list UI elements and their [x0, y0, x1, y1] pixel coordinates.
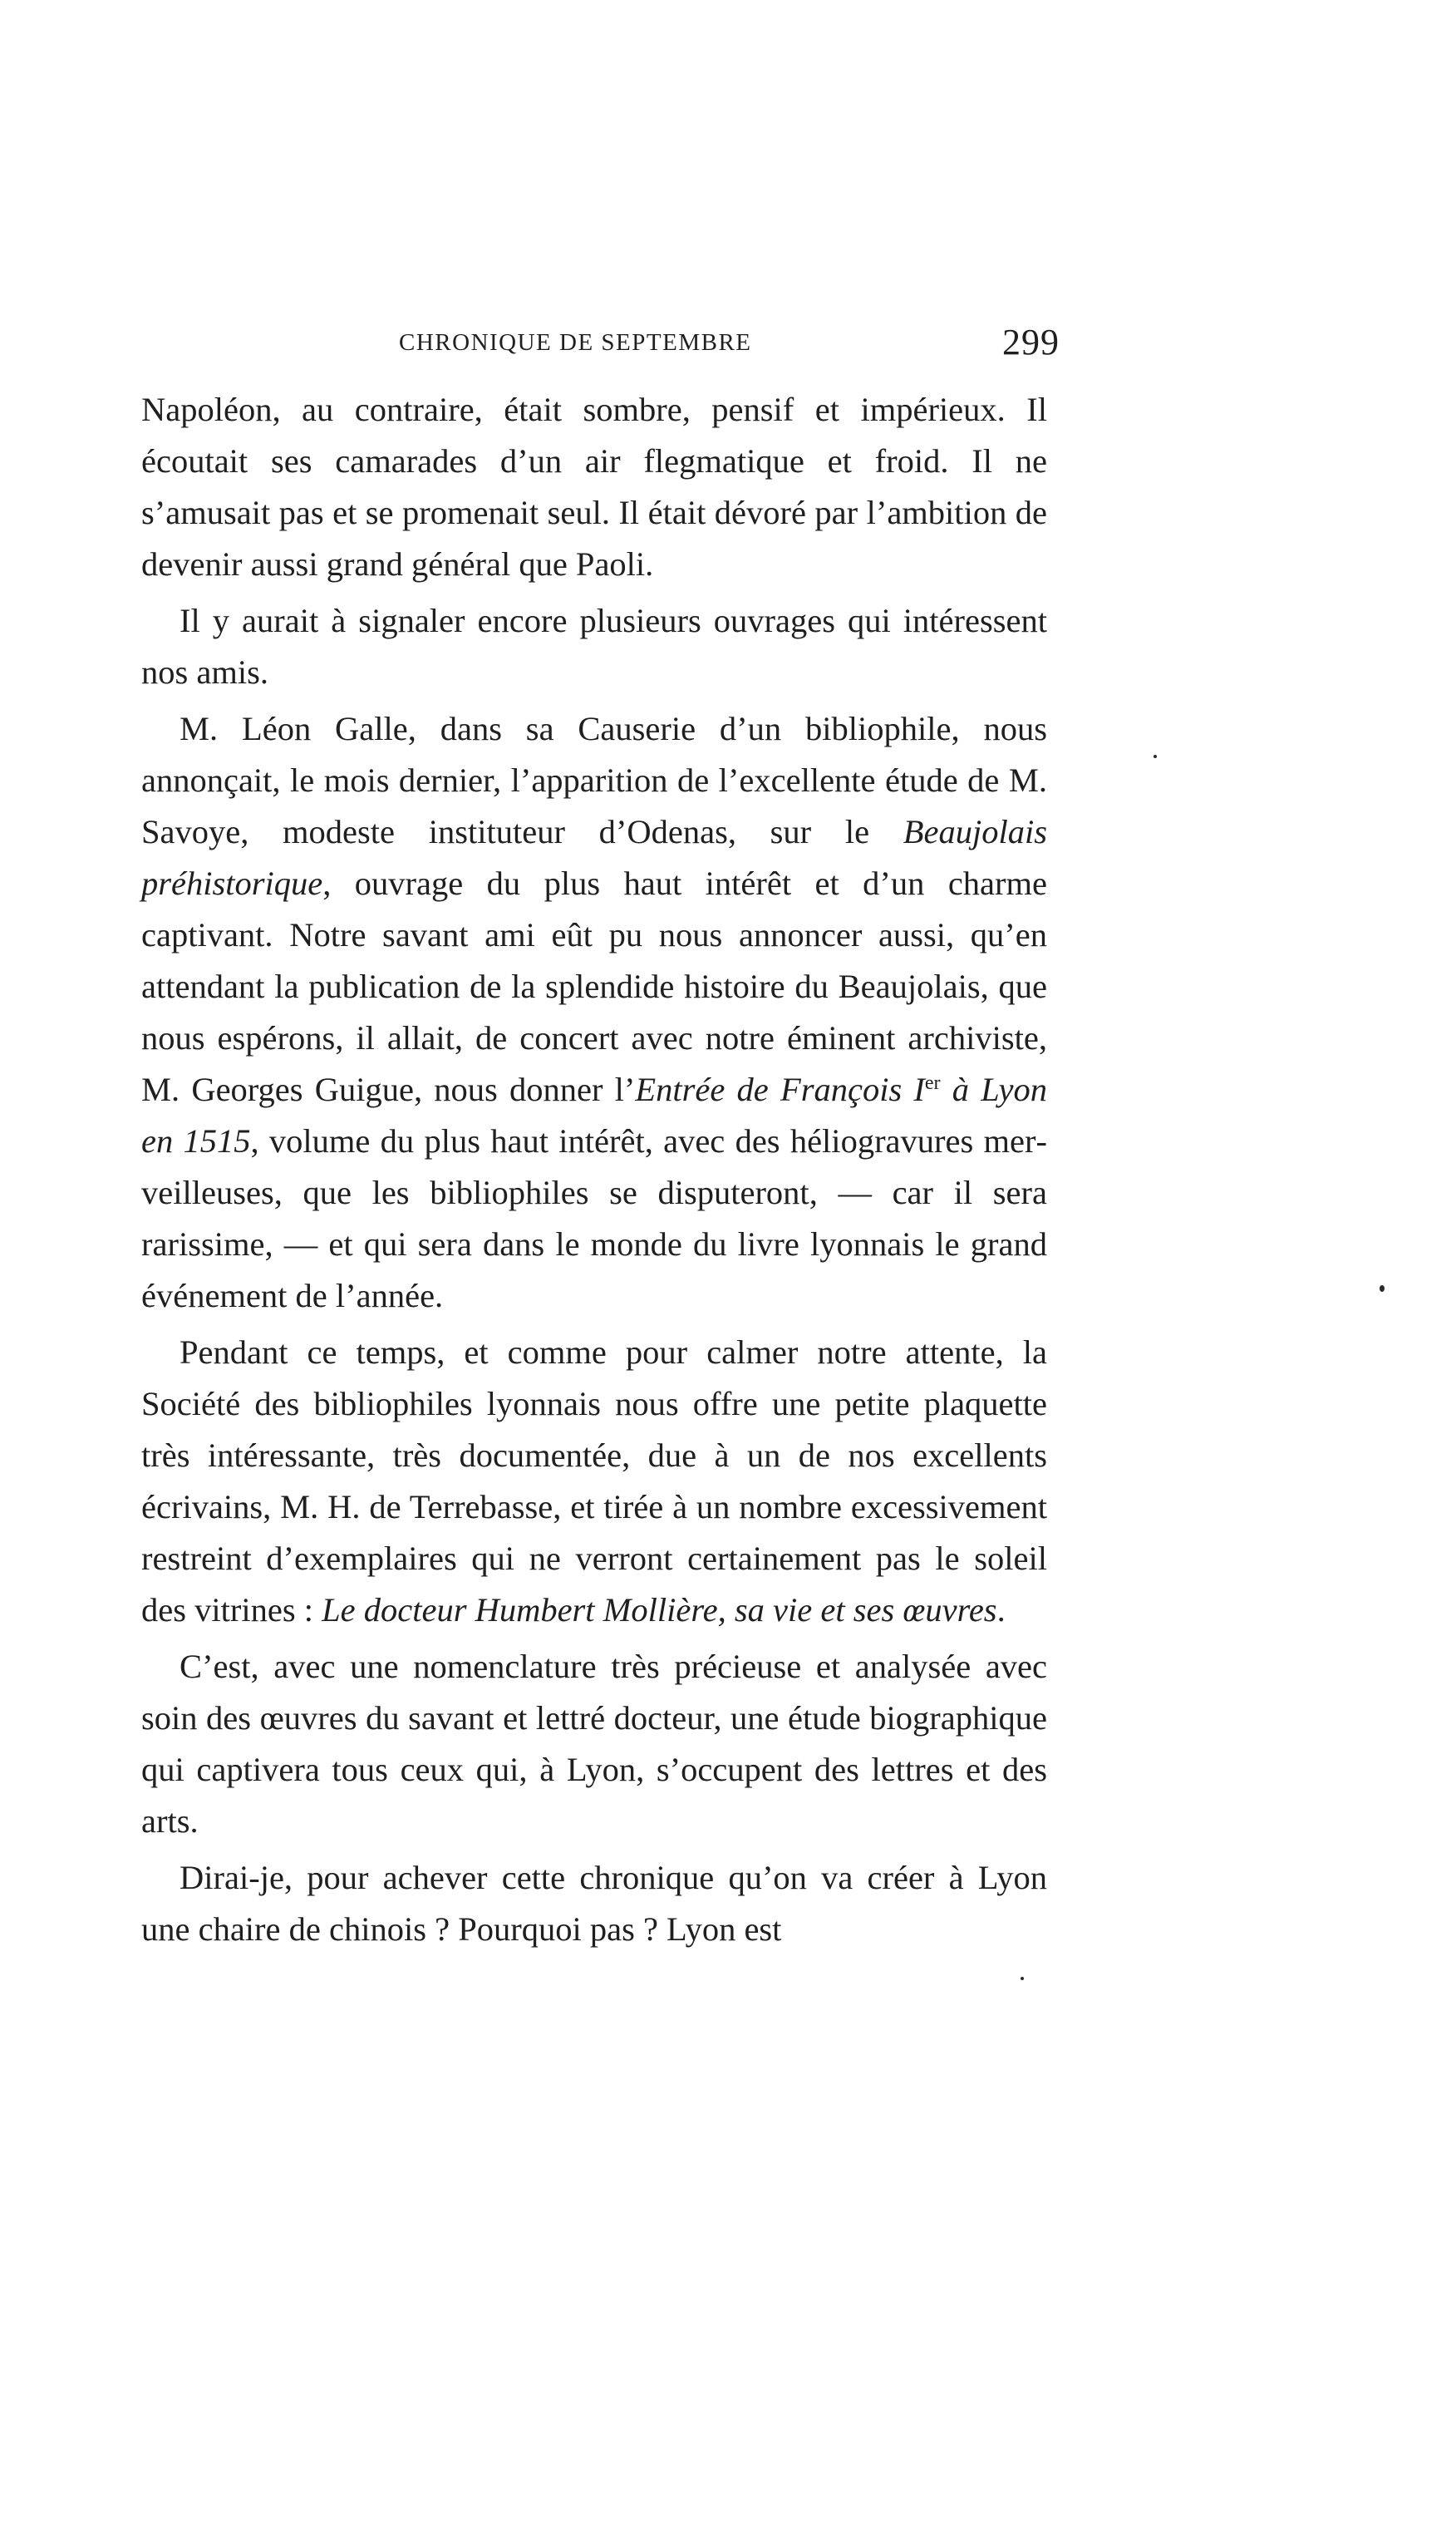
ink-speck — [1021, 1977, 1024, 1980]
paragraph-text: Napoléon, au contraire, était sombre, pensif et impérieux. Il écoutait ses camarades d’un air flegmatique et froid. Il ne s’amusait pas et se promenait seul. Il était dévoré par l’ambition de devenir aussi grand général que Paoli. — [141, 391, 1047, 583]
paragraph-text: , volume du plus haut intérêt, avec des héliogravures merveilleuses, que les bibliophiles se disputeront, — car il sera rarissime, — et qui sera dans le monde du livre lyonnais le grand événement de l’année. — [141, 1122, 1047, 1314]
paragraph-bibliophiles — [141, 1327, 1047, 1636]
paragraph-text: . — [996, 1591, 1006, 1629]
running-head: CHRONIQUE DE SEPTEMBRE — [399, 329, 752, 356]
paragraph-text: M. Léon Galle, dans sa Causerie d’un bibliophile, nous annonçait, le mois dernier, l’apparition de l’excellente étude de M. Savoye, modeste instituteur d’Odenas, sur le — [141, 710, 1047, 850]
paragraph-text: Il y aurait à signaler encore plusieurs ouvrages qui intéressent nos amis. — [141, 602, 1047, 691]
paragraph-chinois — [141, 1852, 1047, 1955]
book-title-beaujolais: Beaujolais préhistorique — [141, 813, 1047, 902]
page-header — [386, 322, 1060, 376]
paragraph-leon-galle — [141, 703, 1047, 1322]
ordinal-superscript: er — [924, 1072, 941, 1094]
ink-speck — [1153, 755, 1157, 758]
ink-speck — [1380, 1285, 1385, 1292]
paragraph-text: Pendant ce temps, et comme pour calmer notre attente, la Société des bibliophiles lyonnais nous offre une petite plaquette très intéressante, très documentée, due à un de nos excellents écrivains, M. H. de Terrebasse, et tirée à un nombre excessivement restreint d’exemplaires qui ne verront certainement pas le soleil des vitrines : — [141, 1333, 1047, 1629]
paragraph-text: C’est, avec une nomenclature très précieuse et analysée avec soin des œuvres du savant et lettré docteur, une étude biographique qui captivera tous ceux qui, à Lyon, s’occupent des lettres et des arts. — [141, 1648, 1047, 1840]
book-title-molliere: Le docteur Humbert Mollière, sa vie et ses œuvres — [322, 1591, 997, 1629]
paragraph-text: , ouvrage du plus haut intérêt et d’un charme captivant. Notre savant ami eût pu nous annoncer aussi, qu’en attendant la publication de la splendide histoire du Beaujolais, que nous espérons, il allait, de concert avec notre éminent archiviste, M. Georges Guigue, nous donner l’ — [141, 865, 1047, 1108]
book-title-entree-end: à Lyon en 1515 — [141, 1071, 1047, 1160]
paragraph-ouvrages — [141, 595, 1047, 698]
paragraph-text: Dirai-je, pour achever cette chronique qu’on va créer à Lyon une chaire de chinois ? Pourquoi pas ? Lyon est — [141, 1859, 1047, 1948]
paragraph-nomenclature — [141, 1641, 1047, 1847]
paragraph-napoleon — [141, 384, 1047, 590]
book-title-entree: Entrée de François I — [635, 1071, 925, 1108]
body-text — [141, 384, 1047, 1960]
page-number: 299 — [1002, 322, 1060, 362]
